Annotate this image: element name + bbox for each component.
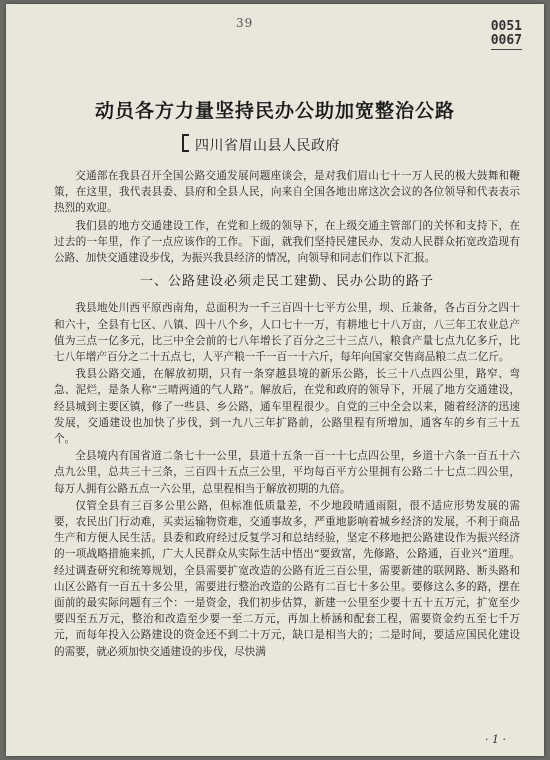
paragraph: 我县公路交通，在解放初期，只有一条穿越县境的新乐公路，长三十八点四公里，路窄、弯急、泥烂，是条人称“三晴两通的气人路”。解放后，在党和政府的领导下，开展了地方交通建设，经县城到主要区镇，修了一些县、乡公路，通车里程很少。自党的三中全会以来，随着经济的迅速发展，交通建设也加快了步伐，到一九八三年扩路前，公路里程有所增加，通客车的乡有三十五个。 <box>54 368 520 446</box>
stamp-line-1: 0051 <box>490 19 522 34</box>
handwritten-mark: 39 <box>236 16 254 30</box>
document-body <box>54 168 520 661</box>
stamp-line-2: 0067 <box>490 33 522 48</box>
paragraph: 我们县的地方交通建设工作，在党和上级的领导下，在上级交通主管部门的关怀和支持下，在过去的一年里，作了一点应该作的工作。下面，就我们坚持民建民办、发动人民群众拓宽改造现有公路、加快交通建设步伐，为振兴我县经济的情况，向领导和同志们作以下汇报。 <box>54 219 520 265</box>
section-heading: 一、公路建设必须走民工建勤、民办公助的路子 <box>139 274 434 290</box>
paragraph: 交通部在我县召开全国公路交通发展问题座谈会，是对我们眉山七十一万人民的极大鼓舞和鞭策，在这里，我代表县委、县府和全县人民，向来自全国各地出席这次会议的各位领导和代表表示热烈的欢迎。 <box>54 170 520 215</box>
issuer-name: 四川省眉山县人民政府 <box>182 134 340 155</box>
paragraph: 仅管全县有三百多公里公路，但标准低质量差，不少地段晴通雨阻，很不适应形势发展的需要，农民出门行动难，买卖运输物资难，交通事故多，严重地影响着城乡经济的发展，不利于商品生产和方便人民生活。县委和政府经过反复学习和总结经验，坚定不移地把公路建设作为振兴经济的一项战略措施来抓，广大人民群众从实际生活中悟出“要致富，先修路，公路通，百业兴”道理。经过调查研究和统筹规划，全县需要扩宽改造的公路有近三百公里，需要新建的联网路、断头路和山区公路有一百五十多公里，需要进行整治改造的公路有二百七十多公里。要修这么多的路，摆在面前的最实际问题有三个：一是资金，我们初步估算，新建一公里至少要十五十五万元，扩宽至少要四至五万元，整治和改造至少要一至二万元，再加上桥涵和配套工程，需要资金约五至七千万元，而每年投入公路建设的资金还不到二十万元，缺口是相当大的；二是时间，要适应国民化建设的需要，就必须加快交通建设的步伐，尽快满 <box>54 499 520 658</box>
page-number: · 1 · <box>485 733 506 746</box>
document-page <box>6 4 544 756</box>
archive-number-stamp <box>491 20 522 50</box>
paragraph: 我县地处川西平原西南角，总面积为一千三百四十七平方公里，坝、丘兼备，各占百分之四十和六十，全县有七区、八镇、四十八个乡，人口七十一万，有耕地七十八万亩，八三年工农业总产值为三点一亿多元，比三中全会前的七八年增长了百分之三十三点八，粮食产量七点九亿多斤，比七八年增产百分之二十五点七，人平产粮一千一百一十六斤，每年向国家交售商品粮二点二亿斤。 <box>54 302 520 364</box>
document-title: 动员各方力量坚持民办公助加宽整治公路 <box>94 100 455 122</box>
paragraph: 全县境内有国省道二条七十一公里，县道十五条一百一十七点四公里，乡道十六条一百五十六点九公里，总共三十三条，三百四十五点三公里，平均每百平方公里拥有公路二十七点二四公里，每万人拥有公路五点一六公里，总里程相当于解放初期的九倍。 <box>54 450 520 495</box>
